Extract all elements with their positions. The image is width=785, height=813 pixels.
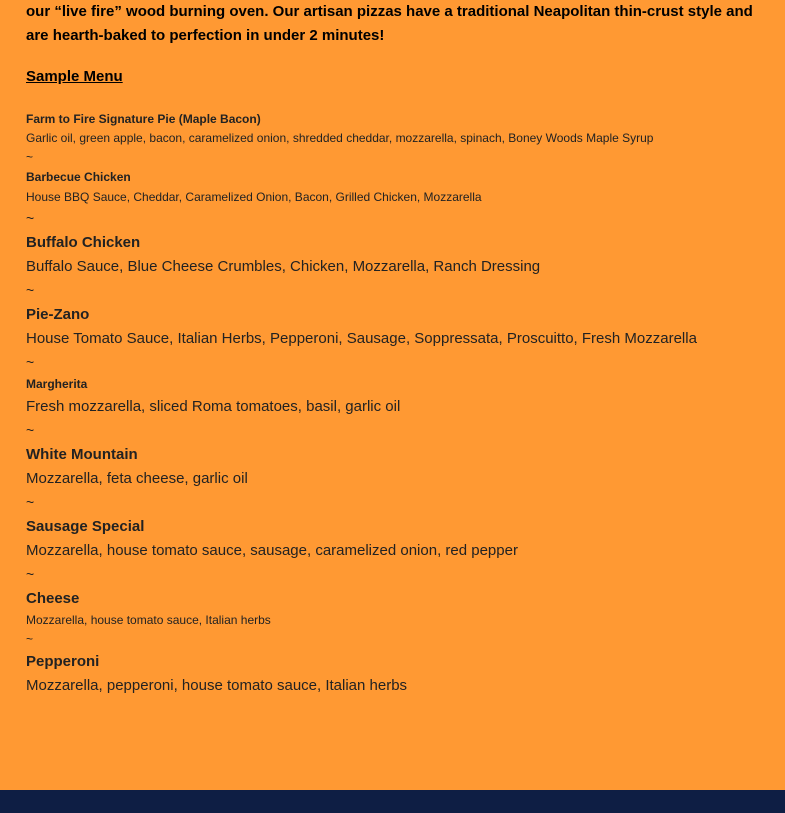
separator: ~: [26, 566, 35, 582]
sample-menu-link[interactable]: Sample Menu: [26, 68, 123, 85]
separator: ~: [26, 632, 34, 646]
menu-item-name: White Mountain: [26, 446, 138, 463]
separator: ~: [26, 210, 35, 226]
menu-item-desc: House Tomato Sauce, Italian Herbs, Pepperoni, Sausage, Soppressata, Proscuitto, Fresh Mozzarella: [26, 330, 697, 347]
separator: ~: [26, 494, 35, 510]
menu-item-name: Farm to Fire Signature Pie (Maple Bacon): [26, 112, 261, 126]
menu-item-desc: Mozzarella, feta cheese, garlic oil: [26, 470, 248, 487]
menu-item-name: Pepperoni: [26, 653, 100, 670]
menu-item-name: Margherita: [26, 377, 88, 391]
menu-item-name: Pie-Zano: [26, 306, 90, 323]
separator: ~: [26, 150, 34, 164]
intro-text: [26, 0, 766, 48]
menu-item-desc: Mozzarella, pepperoni, house tomato sauce, Italian herbs: [26, 677, 408, 694]
menu-item-desc: Mozzarella, house tomato sauce, sausage, caramelized onion, red pepper: [26, 542, 518, 559]
menu-item-name: Buffalo Chicken: [26, 234, 141, 251]
separator: ~: [26, 354, 35, 370]
menu-item-desc: Mozzarella, house tomato sauce, Italian herbs: [26, 613, 271, 627]
separator: ~: [26, 282, 35, 298]
separator: ~: [26, 422, 35, 438]
intro-line-1: our “live fire” wood burning oven. Our artisan pizzas have a traditional Neapolitan thin-crust style and: [26, 3, 753, 20]
menu-item-name: Cheese: [26, 590, 80, 607]
footer-bar: [0, 790, 785, 813]
menu-item-desc: Fresh mozzarella, sliced Roma tomatoes, basil, garlic oil: [26, 398, 401, 415]
menu-item-name: Sausage Special: [26, 518, 145, 535]
menu-item-desc: Buffalo Sauce, Blue Cheese Crumbles, Chicken, Mozzarella, Ranch Dressing: [26, 258, 541, 275]
menu-item-desc: House BBQ Sauce, Cheddar, Caramelized Onion, Bacon, Grilled Chicken, Mozzarella: [26, 190, 482, 204]
menu-item-name: Barbecue Chicken: [26, 170, 131, 184]
menu-item-desc: Garlic oil, green apple, bacon, caramelized onion, shredded cheddar, mozzarella, spinach, Boney Woods Maple Syrup: [26, 131, 654, 145]
intro-line-2: are hearth-baked to perfection in under 2 minutes!: [26, 27, 385, 44]
